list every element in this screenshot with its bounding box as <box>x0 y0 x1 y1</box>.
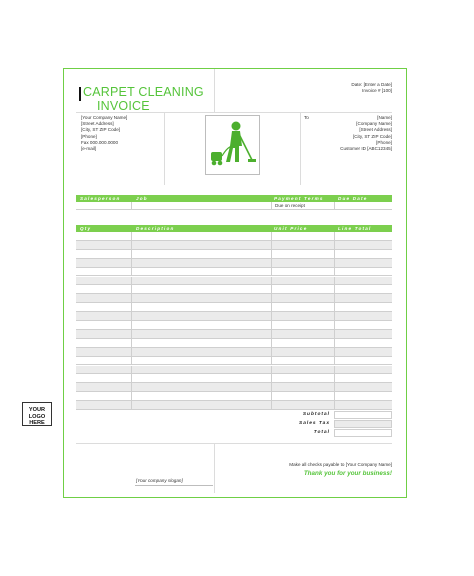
table-row[interactable] <box>76 401 392 410</box>
table-row[interactable] <box>76 268 392 277</box>
to-address <box>340 115 392 152</box>
address-divider <box>300 112 301 185</box>
invoice-sheet <box>63 68 407 498</box>
invoice-number: Invoice # [100] <box>362 88 392 93</box>
from-line: [City, ST ZIP Code] <box>81 127 121 133</box>
job-header: Job <box>136 195 148 201</box>
header-divider <box>214 69 215 112</box>
table-row[interactable] <box>76 383 392 392</box>
payment-terms-value: Due on receipt <box>275 203 305 208</box>
unit-price-header: Unit Price <box>274 225 308 231</box>
subtotal-label: Subtotal <box>302 412 330 417</box>
logo-placeholder: YOUR LOGO HERE <box>22 402 52 426</box>
payment-terms-header: Payment Terms <box>274 195 324 201</box>
footer-column-divider <box>214 443 215 493</box>
description-header: Description <box>136 225 175 231</box>
table-row[interactable] <box>76 392 392 401</box>
to-line: Customer ID [ABC12345] <box>340 146 392 152</box>
from-line: [Your Company Name] <box>81 115 128 120</box>
from-line: [Phone] <box>81 133 97 139</box>
slogan-underline <box>135 485 213 486</box>
sales-tax-value[interactable] <box>334 420 392 428</box>
table-row[interactable] <box>76 277 392 286</box>
from-line: [e-mail] <box>81 146 97 152</box>
text-cursor <box>79 87 81 101</box>
terms-header-bar <box>76 195 392 202</box>
subtotal-value[interactable] <box>334 411 392 419</box>
payable-note: Make all checks payable to [Your Company Name] <box>289 462 392 467</box>
thank-you-message: Thank you for your business! <box>303 470 392 477</box>
address-divider <box>164 112 165 185</box>
to-line: [Name] <box>377 115 392 120</box>
salesperson-header: Salesperson <box>80 195 121 201</box>
from-line: Fax 000.000.0000 <box>81 139 119 145</box>
from-line: [Street Address] <box>81 121 114 127</box>
total-label: Total <box>313 430 330 435</box>
footer-divider <box>76 443 392 444</box>
to-line: [City, ST ZIP Code] <box>352 133 392 139</box>
table-row[interactable] <box>76 250 392 259</box>
person-vacuuming-icon <box>205 115 260 175</box>
sales-tax-label: Sales Tax <box>299 421 330 426</box>
table-row[interactable] <box>76 303 392 312</box>
table-row[interactable] <box>76 321 392 330</box>
company-slogan: [Your company slogan] <box>136 478 183 483</box>
invoice-date: Date: [Enter a Date] <box>351 82 392 87</box>
table-row[interactable] <box>76 330 392 339</box>
table-row[interactable] <box>76 366 392 375</box>
invoice-title-line2: INVOICE <box>97 99 150 113</box>
table-row[interactable] <box>76 312 392 321</box>
due-date-header: Due Date <box>338 195 368 201</box>
table-row[interactable] <box>76 241 392 250</box>
to-line: [Street Address] <box>359 127 392 133</box>
table-row[interactable] <box>76 232 392 241</box>
table-row[interactable] <box>76 285 392 294</box>
table-row[interactable] <box>76 374 392 383</box>
to-line: [Company Name] <box>356 121 392 127</box>
items-header-bar <box>76 225 392 232</box>
from-address <box>81 115 127 152</box>
to-line: [Phone] <box>376 139 392 145</box>
invoice-title-line1: CARPET CLEANING <box>83 85 204 99</box>
table-row[interactable] <box>76 339 392 348</box>
line-total-header: Line Total <box>338 225 372 231</box>
terms-row[interactable] <box>76 202 392 210</box>
total-value[interactable] <box>334 429 392 437</box>
qty-header: Qty <box>80 225 92 231</box>
table-row[interactable] <box>76 357 392 366</box>
section-divider <box>76 112 392 113</box>
to-label: To <box>304 115 309 120</box>
table-row[interactable] <box>76 259 392 268</box>
table-row[interactable] <box>76 294 392 303</box>
table-row[interactable] <box>76 348 392 357</box>
